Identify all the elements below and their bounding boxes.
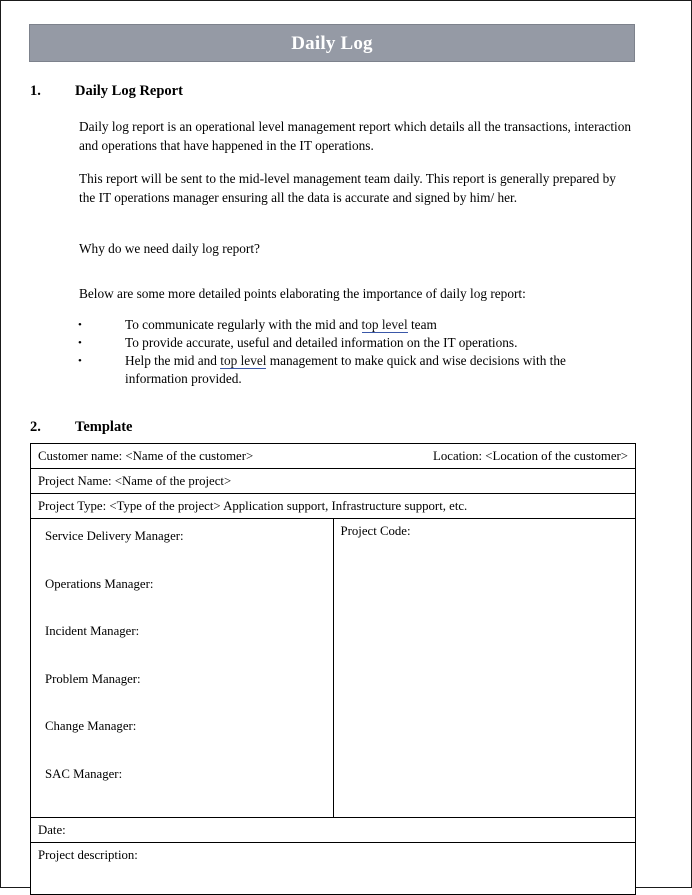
paragraph-question: Why do we need daily log report?	[79, 241, 260, 256]
document-title-banner	[29, 24, 635, 62]
section-1-title: Daily Log Report	[75, 83, 183, 99]
section-heading-2	[1, 419, 692, 436]
cell-project-code[interactable]: Project Code:	[333, 519, 636, 818]
table-row	[31, 469, 636, 494]
list-item	[1, 352, 692, 388]
bullet-2-pre: To provide accurate, useful and detailed information on the IT operations.	[125, 335, 518, 351]
template-table	[30, 443, 636, 895]
top-level-link[interactable]: top level	[220, 353, 267, 369]
cell-project-type[interactable]: Project Type: <Type of the project> Application support, Infrastructure support, etc.	[31, 494, 636, 519]
table-row	[31, 843, 636, 895]
section-2-number: 2.	[30, 419, 41, 436]
bullet-1-pre: To communicate regularly with the mid and	[125, 317, 362, 333]
benefits-bullet-list	[1, 316, 692, 388]
bullet-1-post: team	[407, 317, 437, 333]
top-level-link[interactable]: top level	[361, 317, 408, 333]
bullet-icon: •	[78, 337, 82, 350]
cell-project-description[interactable]: Project description:	[31, 843, 636, 895]
table-row	[31, 818, 636, 843]
customer-name-label: Customer name: <Name of the customer>	[38, 449, 254, 463]
cell-date[interactable]: Date:	[31, 818, 636, 843]
location-label: Location: <Location of the customer>	[433, 449, 628, 463]
cell-customer-location[interactable]	[31, 444, 636, 469]
list-item	[1, 334, 692, 352]
template-table-wrapper	[30, 443, 636, 895]
section-2-title: Template	[75, 419, 133, 436]
cell-project-name[interactable]: Project Name: <Name of the project>	[31, 469, 636, 494]
document-body	[1, 62, 692, 436]
manager-field-sac: SAC Manager:	[45, 766, 123, 781]
list-item-text	[125, 316, 615, 334]
bullet-3-post: management to make quick and wise decisions with the information provided.	[125, 353, 566, 387]
cell-managers[interactable]	[31, 519, 334, 818]
banner-title-text: Daily Log	[291, 32, 373, 54]
section-heading-1	[1, 83, 692, 100]
manager-field-problem: Problem Manager:	[45, 671, 141, 686]
paragraph-intro: Daily log report is an operational level management report which details all the transactions, interaction and operations that have happened in the IT operations.	[79, 119, 632, 153]
bullet-3-pre: Help the mid and	[125, 353, 221, 369]
manager-field-service-delivery: Service Delivery Manager:	[45, 529, 184, 543]
bullet-icon: •	[78, 355, 82, 368]
manager-field-incident: Incident Manager:	[45, 624, 140, 638]
table-row	[31, 494, 636, 519]
list-item	[1, 316, 692, 334]
table-row	[31, 519, 636, 818]
bullet-icon: •	[78, 319, 82, 332]
paragraph-lead-in: Below are some more detailed points elaborating the importance of daily log report:	[79, 285, 526, 301]
list-item-text	[125, 352, 615, 388]
manager-field-change: Change Manager:	[45, 719, 137, 733]
section-1-number: 1.	[30, 83, 41, 99]
table-row	[31, 444, 636, 469]
list-item-text	[125, 334, 615, 352]
manager-field-operations: Operations Manager:	[45, 576, 154, 591]
paragraph-distribution: This report will be sent to the mid-level management team daily. This report is generally prepared by the IT operations manager ensuring all the data is accurate and signed by him/ her.	[79, 171, 616, 205]
